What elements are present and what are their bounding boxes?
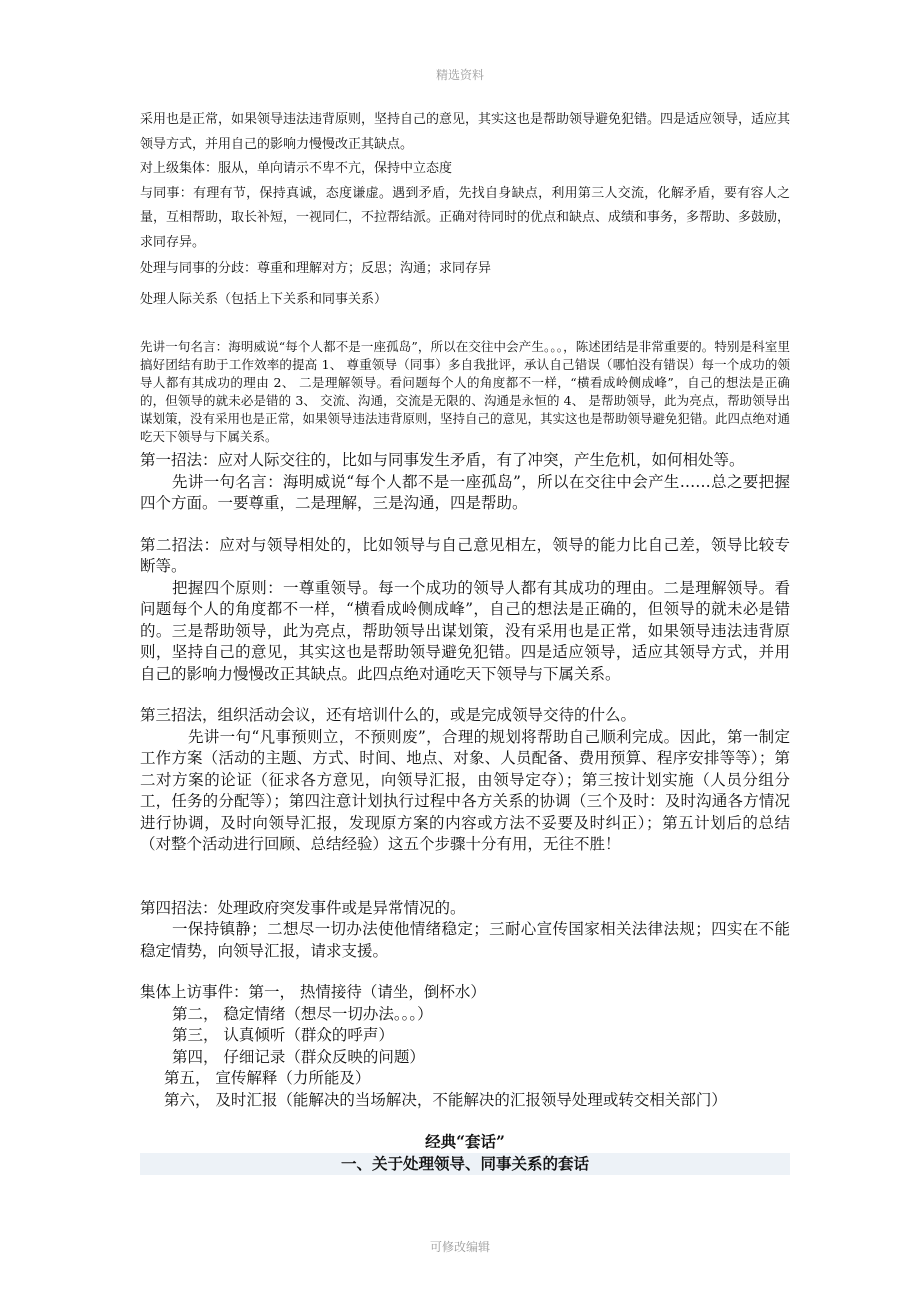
small-paragraph-block (140, 338, 790, 446)
petition-list (140, 982, 790, 1111)
top-section (140, 108, 790, 312)
paragraph-top-4: 处理与同事的分歧：尊重和理解对方；反思；沟通；求同存异 (140, 261, 492, 276)
petition-step-2: 第二， 稳定情绪（想尽一切办法。。。） (172, 1004, 433, 1023)
method-1-body: 先讲一句名言：海明威说“每个人都不是一座孤岛”，所以在交往中会产生……总之要把握四个方面。一要尊重，二是理解，三是沟通，四是帮助。 (140, 472, 790, 512)
document-body (140, 108, 790, 1175)
classic-title: 经典“套话” (425, 1132, 505, 1151)
methods-section (140, 450, 790, 962)
petition-intro: 集体上访事件：第一， 热情接待（请坐，倒杯水） (140, 983, 486, 1001)
paragraph-top-3: 与同事：有理有节，保持真诚，态度谦虚。遇到矛盾，先找自身缺点，利用第三人交流，化解矛盾，要有容人之量，互相帮助，取长补短，一视同仁，不拉帮结派。正确对待同时的优点和缺点、成绩和事务，多帮助、多鼓励，求同存异。 (140, 185, 791, 250)
paragraph-top-2: 对上级集体：服从，单向请示不卑不亢，保持中立态度 (140, 161, 453, 176)
method-4-title: 第四招法：处理政府突发事件或是异常情况的。 (140, 898, 466, 917)
petition-step-4: 第四， 仔细记录（群众反映的问题） (172, 1047, 425, 1066)
page-footer: 可修改编辑 (429, 1240, 490, 1254)
method-3-title: 第三招法，组织活动会议，还有培训什么的，或是完成领导交待的什么。 (140, 706, 637, 724)
petition-step-5: 第五， 宣传解释（力所能及） (164, 1069, 371, 1087)
method-1-title: 第一招法：应对人际交往的，比如与同事发生矛盾，有了冲突，产生危机，如何相处等。 (140, 451, 745, 469)
paragraph-small: 先讲一句名言：海明威说“每个人都不是一座孤岛”，所以在交往中会产生。。。，陈述团结是非常重要的。特别是科室里搞好团结有助于工作效率的提高 1、 尊重领导（同事）多自我批评，承认自己错误（哪怕没有错误）每一个成功的领导人都有其成功的理由 2、 二是理解领导。看问题每个人的角度都不一样，“横看成岭侧成峰”，自己的想法是正确的，但领导的就未必是错的 3、 交流、沟通，交流是无限的、沟通是永恒的 4、 是帮助领导，此为亮点，帮助领导出谋划策，没有采用也是正常，如果领导违法违背原则，坚持自己的意见，其实这也是帮助领导避免犯错。此四点绝对通吃天下领导与下属关系。 (140, 339, 791, 444)
section-label-relations: 处理人际关系（包括上下关系和同事关系） (140, 291, 388, 307)
method-4-body: 一保持镇静；二想尽一切办法使他情绪稳定；三耐心宣传国家相关法律法规；四实在不能稳定情势，向领导汇报，请求支援。 (140, 920, 790, 960)
section-heading-banner: 一、关于处理领导、同事关系的套话 (140, 1153, 790, 1175)
petition-step-6: 第六， 及时汇报（能解决的当场解决，不能解决的汇报领导处理或转交相关部门） (164, 1090, 727, 1109)
page-header: 精选资料 (435, 68, 484, 82)
method-3-body: 先讲一句“凡事预则立，不预则废”，合理的规划将帮助自己顺利完成。因此，第一制定工作方案（活动的主题、方式、时间、地点、对象、人员配备、费用预算、程序安排等等）；第二对方案的论证（征求各方意见，向领导汇报，由领导定夺）；第三按计划实施（人员分组分工，任务的分配等）；第四注意计划执行过程中各方关系的协调（三个及时：及时沟通各方情况进行协调，及时向领导汇报，发现原方案的内容或方法不妥要及时纠正）；第五计划后的总结（对整个活动进行回顾、总结经验）这五个步骤十分有用，无往不胜！ (140, 727, 790, 853)
method-2-title: 第二招法：应对与领导相处的，比如领导与自己意见相左，领导的能力比自己差，领导比较专断等。 (140, 535, 790, 575)
method-2-body: 把握四个原则：一尊重领导。每一个成功的领导人都有其成功的理由。二是理解领导。看问题每个人的角度都不一样，“横看成岭侧成峰”，自己的想法是正确的，但领导的就未必是错的。三是帮助领导，此为亮点，帮助领导出谋划策，没有采用也是正常，如果领导违法违背原则，坚持自己的意见，其实这也是帮助领导避免犯错。四是适应领导，适应其领导方式，并用自己的影响力慢慢改正其缺点。此四点绝对通吃天下领导与下属关系。 (140, 578, 790, 683)
paragraph-top-1: 采用也是正常，如果领导违法违背原则，坚持自己的意见，其实这也是帮助领导避免犯错。四是适应领导，适应其领导方式，并用自己的影响力慢慢改正其缺点。 (140, 112, 791, 152)
petition-step-3: 第三， 认真倾听（群众的呼声） (172, 1026, 394, 1044)
